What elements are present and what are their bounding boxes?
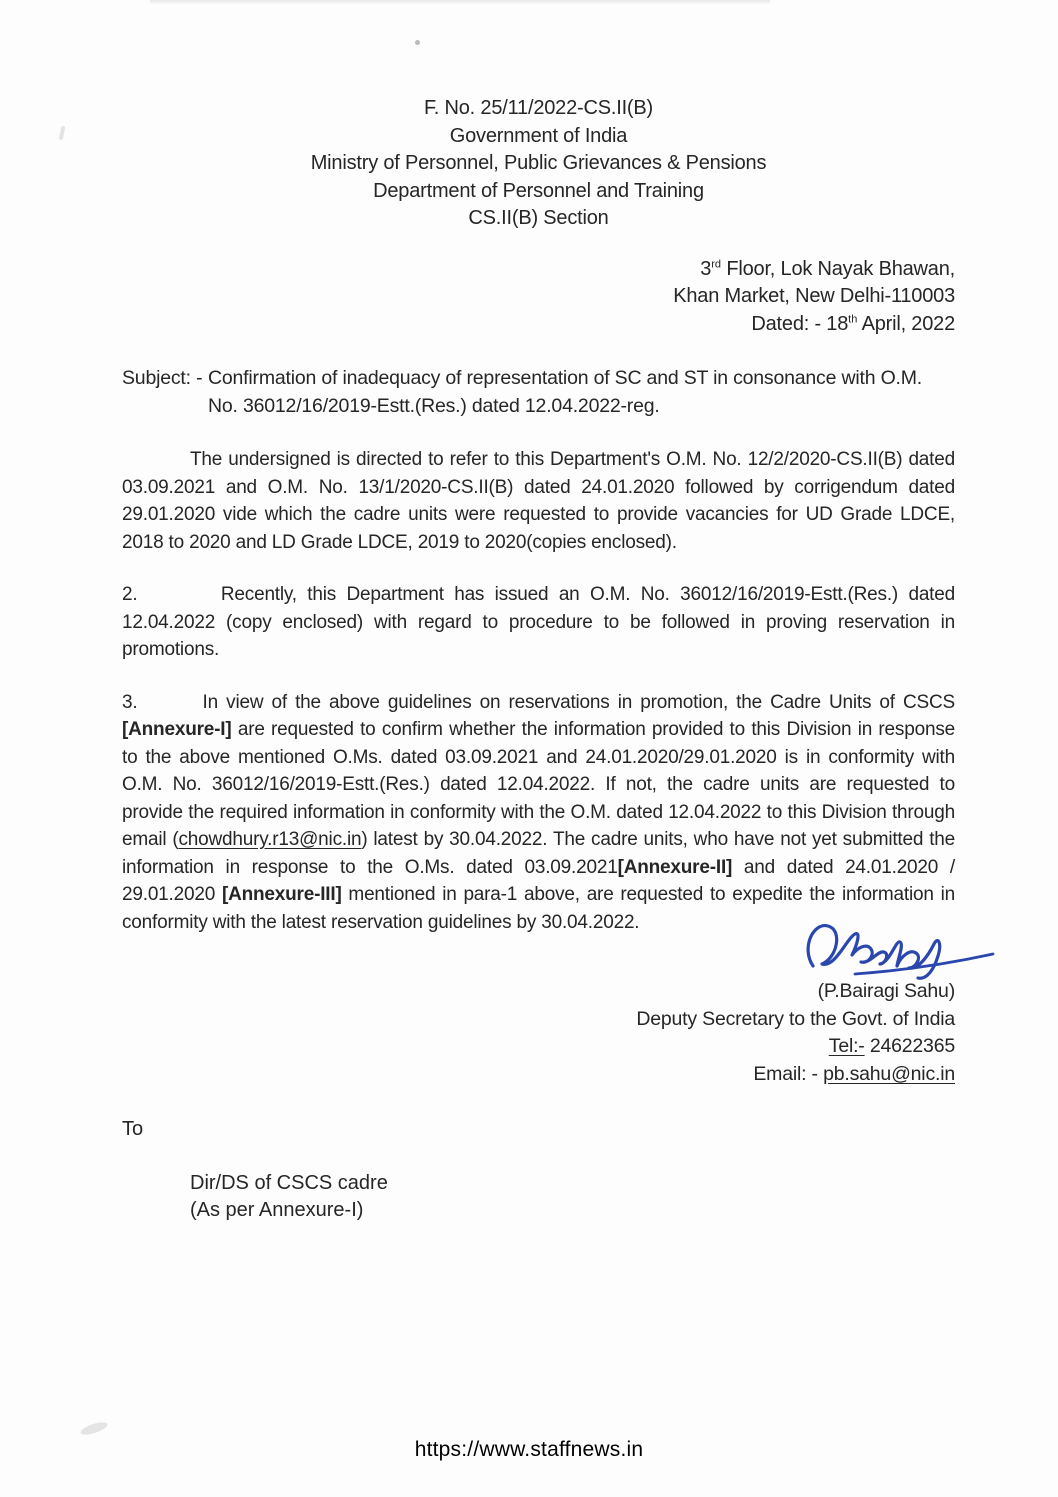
signatory-name: (P.Bairagi Sahu) xyxy=(817,980,955,1002)
to-label: To xyxy=(122,1118,144,1140)
scan-artifact xyxy=(415,40,420,45)
scan-artifact xyxy=(59,126,66,141)
paragraph-1: The undersigned is directed to refer to this Department's O.M. No. 12/2/2020-CS.II(B) dated 03.09.2021 and O.M. No. 13/1/2020-CS.II(B) dated 24.01.2020 followed by corrigendum dated 29.01.2020 vide which the cadre units were requested to provide vacancies for UD Grade LDCE, 2018 to 2020 and LD Grade LDCE, 2019 to 2020(copies enclosed). xyxy=(122,449,955,553)
letterhead xyxy=(122,95,955,233)
address-line-floor: 3rd Floor, Lok Nayak Bhawan, xyxy=(700,257,955,280)
address-date-block xyxy=(122,256,955,339)
subject-text: Confirmation of inadequacy of representation of SC and ST in consonance with O.M. No. 36012/16/2019-Estt.(Res.) dated 12.04.2022-reg. xyxy=(208,367,923,417)
date-line: Dated: - 18th April, 2022 xyxy=(751,312,955,335)
signoff-block xyxy=(122,978,955,1088)
signatory-telephone: Tel:- 24622365 xyxy=(828,1035,955,1057)
addressee-line-cadre: Dir/DS of CSCS cadre xyxy=(190,1171,388,1194)
org-line-department: Department of Personnel and Training xyxy=(373,179,704,202)
org-line-section: CS.II(B) Section xyxy=(468,207,609,229)
addressee-line-annexure: (As per Annexure-I) xyxy=(190,1199,364,1221)
subject-label: Subject: - xyxy=(122,367,203,389)
file-number: F. No. 25/11/2022-CS.II(B) xyxy=(424,97,653,119)
org-line-government: Government of India xyxy=(449,124,628,147)
signature-flourish xyxy=(855,954,993,974)
addressee-block xyxy=(122,1170,955,1225)
signatory-designation: Deputy Secretary to the Govt. of India xyxy=(636,1007,955,1030)
scan-artifact xyxy=(150,0,770,5)
scan-artifact xyxy=(79,1420,108,1437)
paragraph-3: 3. In view of the above guidelines on reservations in promotion, the Cadre Units of CSCS [Annexure-I] are requested to confirm whether the information provided to this Division in response to the above mentioned O.Ms. dated 03.09.2021 and 24.01.2020/29.01.2020 is in conformity with O.M. No. 36012/16/2019-Estt.(Res.) dated 12.04.2022. If not, the cadre units are requested to provide the required information in conformity with the O.M. dated 12.04.2022 to this Division through email (chowdhury.r13@nic.in) latest by 30.04.2022. The cadre units, who have not yet submitted the information in response to the O.Ms. dated 03.09.2021[Annexure-II] and dated 24.01.2020 / 29.01.2020 [Annexure-III] mentioned in para-1 above, are requested to expedite the information in conformity with the latest reservation guidelines by 30.04.2022. xyxy=(122,691,956,933)
subject-block xyxy=(122,365,955,420)
signatory-email: Email: - pb.sahu@nic.in xyxy=(753,1062,955,1085)
paragraph-2: 2. Recently, this Department has issued an O.M. No. 36012/16/2019-Estt.(Res.) dated 12.04.2022 (copy enclosed) with regard to procedure to be followed in proving reservation in promotions. xyxy=(122,584,955,660)
footer-watermark-url: https://www.staffnews.in xyxy=(414,1438,644,1461)
address-line-city: Khan Market, New Delhi-110003 xyxy=(673,285,955,307)
org-line-ministry: Ministry of Personnel, Public Grievances & Pensions xyxy=(310,152,767,174)
